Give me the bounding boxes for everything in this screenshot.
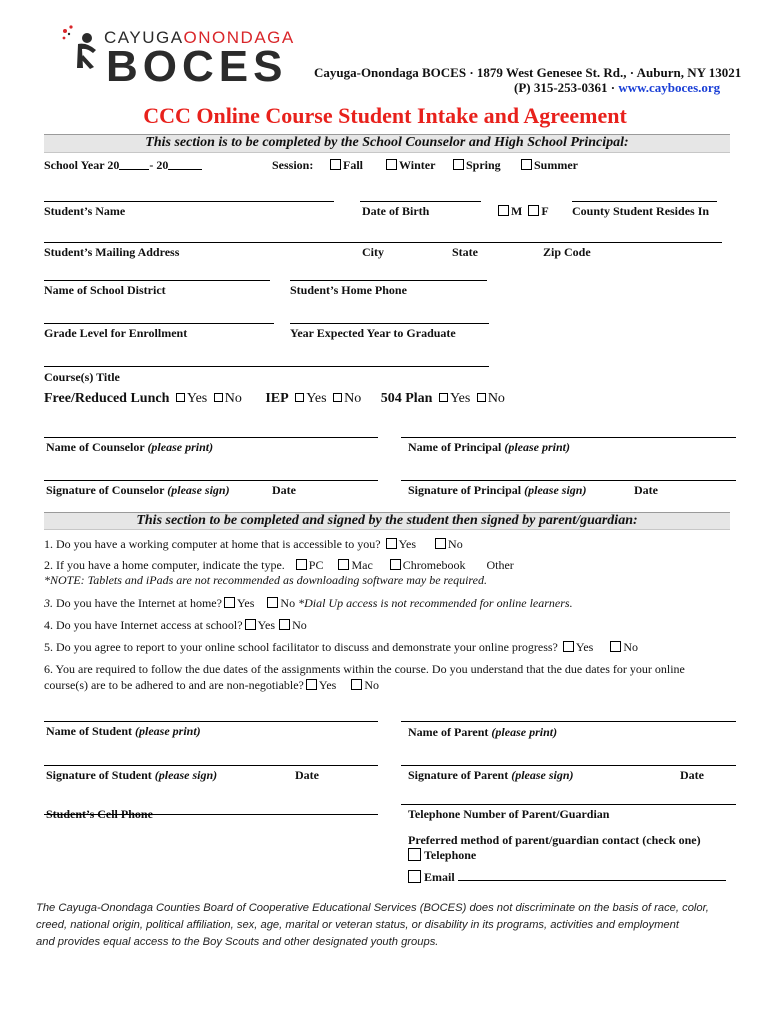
counselor-date-label: Date [272,483,296,497]
q5-yes-label: Yes [575,640,594,654]
principal-name-label: Name of Principal (please print) [408,440,570,454]
q2-note: *NOTE: Tablets and iPads are not recommended as downloading software may be required. [44,573,487,587]
iep-no-checkbox[interactable] [333,393,342,402]
school-year-row [44,158,202,173]
student-name-field[interactable] [44,201,334,202]
student-name-print-label: Name of Student (please print) [46,724,201,738]
parent-phone-field[interactable] [401,804,736,805]
spring-checkbox[interactable] [453,159,464,170]
q3-yes-label: Yes [236,596,255,610]
student-date-label: Date [295,768,319,782]
winter-label: Winter [399,158,436,172]
header-phone: (P) 315-253-0361 · [514,80,619,95]
question-3 [44,596,573,611]
footer-line-1: The Cayuga-Onondaga Counties Board of Cooperative Educational Services (BOCES) does not discriminate on the basis of race, color, [36,902,709,914]
fall-label: Fall [343,158,363,172]
q3-note: *Dial Up access is not recommended for online learners. [298,596,573,610]
q4-yes-label: Yes [257,618,276,632]
session-summer-option[interactable] [521,158,578,173]
q5-yes-checkbox[interactable] [563,641,574,652]
city-label: City [362,245,384,259]
lunch-no-checkbox[interactable] [214,393,223,402]
principal-name-field[interactable] [401,437,736,438]
q5-text: 5. Do you agree to report to your online school facilitator to discuss and demonstrate your online progress? [44,640,558,654]
iep-no-label: No [344,391,362,406]
counselor-signature-field[interactable] [44,480,378,481]
school-year-dash: - 20 [149,158,169,172]
parent-signature-label: Signature of Parent (please sign) [408,768,574,782]
session-winter-option[interactable] [386,158,435,173]
counselor-signature-label: Signature of Counselor (please sign) [46,483,230,497]
home-phone-label: Student’s Home Phone [290,283,407,297]
counselor-name-field[interactable] [44,437,378,438]
home-phone-field[interactable] [290,280,487,281]
lunch-yes-checkbox[interactable] [176,393,185,402]
logo-onondaga-text: ONONDAGA [183,28,295,47]
q1-no-label: No [448,537,463,551]
iep-label: IEP [265,391,289,406]
session-fall-option[interactable] [330,158,363,173]
lunch-yes-label: Yes [186,391,208,406]
q3-no-label: No [280,596,296,610]
county-field[interactable] [572,201,717,202]
q1-yes-label: Yes [398,537,417,551]
section1-heading: This section is to be completed by the School Counselor and High School Principal: [145,135,629,150]
counselor-name-label: Name of Counselor (please print) [46,440,214,454]
mailing-address-field[interactable] [44,242,722,243]
q6-yes-label: Yes [318,678,337,692]
session-label: Session: [272,158,314,172]
question-1 [44,537,463,552]
male-checkbox[interactable] [498,205,509,216]
spring-label: Spring [466,158,501,172]
q6-no-checkbox[interactable] [351,679,362,690]
students-name-label: Student’s Name [44,204,126,218]
school-year-end-field[interactable] [168,160,202,170]
zip-label: Zip Code [543,245,591,259]
parent-phone-label: Telephone Number of Parent/Guardian [408,807,610,821]
q2-chromebook-checkbox[interactable] [390,559,401,570]
county-label: County Student Resides In [572,204,710,218]
q2-pc-label: PC [308,558,324,572]
grade-level-field[interactable] [44,323,274,324]
q3-number: 3. [44,596,53,610]
footer-line-2: creed, national origin, political affiliation, sex, age, marital or veteran status, or disability in its programs, activities and employment [36,919,679,931]
sex-options [498,204,549,219]
q2-other-label: Other [486,558,514,572]
q2-chromebook-label: Chromebook [402,558,466,572]
question-4 [44,618,307,633]
q4-no-label: No [292,618,307,632]
course-title-label: Course(s) Title [44,370,120,384]
summer-checkbox[interactable] [521,159,532,170]
plan504-no-checkbox[interactable] [477,393,486,402]
q6-text: course(s) are to be adhered to and are non-negotiable? [44,678,304,692]
q3-yes-checkbox[interactable] [224,597,235,608]
q2-pc-checkbox[interactable] [296,559,307,570]
question-2 [44,558,514,573]
school-year-start-field[interactable] [119,160,149,170]
school-district-label: Name of School District [44,283,166,297]
dob-label: Date of Birth [362,204,430,218]
contact-telephone-checkbox[interactable] [408,848,421,861]
state-label: State [452,245,478,259]
parent-name-print-field[interactable] [401,721,736,722]
nondiscrimination-statement [36,900,736,951]
principal-signature-label: Signature of Principal (please sign) [408,483,587,497]
school-year-label: School Year 20 [44,158,120,172]
plan504-label: 504 Plan [380,391,433,406]
lunch-label: Free/Reduced Lunch [44,391,170,406]
header-contact [514,80,720,96]
logo-cayuga-text: CAYUGA [104,28,184,47]
grade-level-label: Grade Level for Enrollment [44,326,188,340]
contact-telephone-option[interactable] [408,848,476,863]
question-6-line2 [44,678,379,693]
q1-text: 1. Do you have a working computer at home that is accessible to you? [44,537,381,551]
q1-no-checkbox[interactable] [435,538,446,549]
student-signature-label: Signature of Student (please sign) [46,768,218,782]
q2-mac-checkbox[interactable] [338,559,349,570]
q5-no-checkbox[interactable] [610,641,621,652]
lunch-iep-504-row [44,391,505,407]
q1-yes-checkbox[interactable] [386,538,397,549]
student-signature-field[interactable] [44,765,378,766]
section2-heading: This section to be completed and signed by the student then signed by parent/guardian: [136,513,638,528]
parent-name-print-label: Name of Parent (please print) [408,725,558,739]
principal-date-label: Date [634,483,658,497]
question-5 [44,640,638,655]
contact-email-field[interactable] [458,880,726,881]
female-label: F [541,204,549,218]
contact-email-option[interactable] [408,870,455,885]
graduation-year-field[interactable] [290,323,489,324]
boces-logo [56,22,302,92]
footer-line-3: and provides equal access to the Boy Scouts and other designated youth groups. [36,936,439,948]
header-website-link[interactable]: www.cayboces.org [618,80,721,95]
plan504-no-label: No [487,391,505,406]
q5-no-label: No [623,640,639,654]
male-label: M [511,204,523,218]
question-6-line1: 6. You are required to follow the due dates of the assignments within the course. Do you understand that the due dates for your online [44,662,685,676]
contact-email-checkbox[interactable] [408,870,421,883]
mailing-address-label: Student’s Mailing Address [44,245,180,259]
female-checkbox[interactable] [528,205,539,216]
q6-no-label: No [364,678,380,692]
q6-yes-checkbox[interactable] [306,679,317,690]
q3-text: Do you have the Internet at home? [53,596,222,610]
graduation-year-label: Year Expected Year to Graduate [290,326,456,340]
summer-label: Summer [534,158,578,172]
lunch-no-label: No [224,391,242,406]
contact-method-label: Preferred method of parent/guardian contact (check one) [408,833,701,847]
winter-checkbox[interactable] [386,159,397,170]
school-district-field[interactable] [44,280,270,281]
contact-email-label: Email [424,870,455,884]
q3-no-checkbox[interactable] [267,597,278,608]
session-spring-option[interactable] [453,158,501,173]
cell-phone-field[interactable] [44,814,378,815]
q4-yes-checkbox[interactable] [245,619,256,630]
principal-signature-field[interactable] [401,480,736,481]
plan504-yes-checkbox[interactable] [439,393,448,402]
iep-yes-checkbox[interactable] [295,393,304,402]
logo-boces-text: BOCES [106,42,288,91]
contact-telephone-label: Telephone [424,848,477,862]
header-address: Cayuga-Onondaga BOCES · 1879 West Genesee St. Rd., · Auburn, NY 13021 [314,65,742,80]
dob-field[interactable] [360,201,481,202]
parent-signature-field[interactable] [401,765,736,766]
q2-mac-label: Mac [351,558,373,572]
parent-date-label: Date [680,768,704,782]
cell-phone-label: Student’s Cell Phone [46,807,153,821]
page-title: CCC Online Course Student Intake and Agreement [143,103,627,128]
q4-text: 4. Do you have Internet access at school? [44,618,243,632]
q4-no-checkbox[interactable] [279,619,290,630]
student-name-print-field[interactable] [44,721,378,722]
course-title-field[interactable] [44,366,489,367]
q2-text: 2. If you have a home computer, indicate the type. [44,558,285,572]
plan504-yes-label: Yes [449,391,471,406]
iep-yes-label: Yes [306,391,327,406]
fall-checkbox[interactable] [330,159,341,170]
